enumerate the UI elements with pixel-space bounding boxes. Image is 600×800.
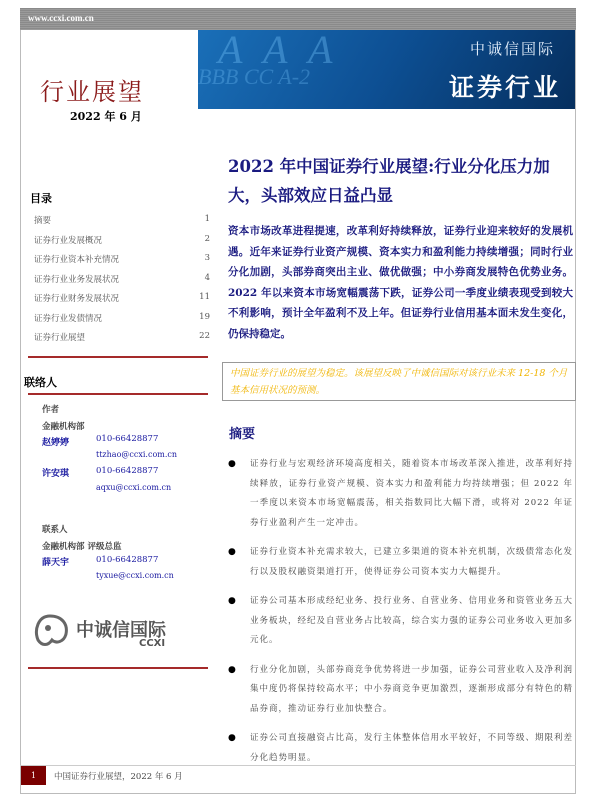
toc-item-page: 22 xyxy=(199,331,210,341)
abstract: 资本市场改革进程提速，改革利好持续释放，证券行业迎来较好的发展机遇。近年来证券行业资产规模、资本实力和盈利能力持续增强；同时行业分化加剧，头部券商突出主业、做优做强；中小券商发展特色优势业务。2022 年以来资本市场宽幅震荡下跌，证券公司一季度业绩表现受到较大不利影响，预计全年盈利不及上年。但证券行业信用基本面未发生变化，仍保持稳定。 xyxy=(228,225,573,340)
bullet-text: 证券公司直接融资占比高，发行主体整体信用水平较好，不同等级、期限利差分化趋势明显。 xyxy=(250,733,574,763)
contact-email[interactable]: tyxue@ccxi.com.cn xyxy=(96,571,174,580)
logo-cn: 中诚信国际 xyxy=(76,620,166,641)
banner-decoration: A A A xyxy=(218,30,339,72)
summary-bullets xyxy=(228,455,573,778)
page-number: 1 xyxy=(21,766,46,785)
bullet-text: 证券行业资本补充需求较大，已建立多渠道的资本补充机制，次级债常态化发行以及股权融资渠道打开，使得证券公司资本实力大幅提升。 xyxy=(250,547,574,577)
bullet-icon: ● xyxy=(228,733,236,743)
author-label: 作者 xyxy=(42,405,60,415)
toc-item-label: 摘要 xyxy=(34,216,52,226)
toc-item[interactable] xyxy=(30,331,210,351)
author-name: 许安琪 xyxy=(42,469,70,479)
bullet-icon: ● xyxy=(228,664,236,675)
toc-title: 目录 xyxy=(30,192,52,205)
report-date: 2022 年 6 月 xyxy=(70,110,142,123)
bullet-icon: ● xyxy=(228,459,236,469)
banner xyxy=(198,30,575,109)
toc-item-label: 证券行业展望 xyxy=(34,333,86,343)
toc-item-page: 1 xyxy=(204,214,210,224)
summary-bullet xyxy=(228,592,573,651)
banner-decoration: BBB CC A-2 xyxy=(198,64,311,89)
summary-title: 摘要 xyxy=(229,427,256,442)
elephant-icon xyxy=(32,610,72,650)
bullet-text: 行业分化加剧，头部券商竞争优势将进一步加强，证券公司营业收入及净利润集中度仍将保持较高水平；中小券商竞争更加激烈，逐渐形成部分有特色的精品券商，推动证券行业加快整合。 xyxy=(250,664,574,714)
author-phone: 010-66428877 xyxy=(96,434,159,444)
summary-bullet xyxy=(228,543,573,582)
top-bar xyxy=(20,8,576,30)
toc-item-label: 证券行业发展概况 xyxy=(34,235,103,246)
divider xyxy=(28,667,208,669)
outlook-box: 中国证券行业的展望为稳定。该展望反映了中诚信国际对该行业未来 12-18 个月基本信用状况的预测。 xyxy=(222,362,576,401)
toc-item[interactable] xyxy=(30,234,210,254)
banner-industry: 证券行业 xyxy=(448,73,561,102)
author-phone: 010-66428877 xyxy=(96,466,159,476)
toc-item-label: 证券行业资本补充情况 xyxy=(34,255,120,265)
toc-item-page: 4 xyxy=(204,272,210,283)
toc-item[interactable] xyxy=(30,273,210,293)
summary-bullet xyxy=(228,661,573,720)
footer-line xyxy=(20,765,576,766)
ccxi-logo xyxy=(32,610,172,654)
contacts-title: 联络人 xyxy=(24,376,57,389)
logo-en: CCXI xyxy=(139,638,166,649)
toc-item-label: 证券行业业务发展状况 xyxy=(34,274,120,285)
website-url[interactable]: www.ccxi.com.cn xyxy=(28,13,94,23)
divider xyxy=(28,356,208,358)
toc-item-label: 证券行业发债情况 xyxy=(34,313,103,324)
toc-item[interactable] xyxy=(30,253,210,273)
bullet-text: 证券公司基本形成经纪业务、投行业务、自营业务、信用业务和资管业务五大业务板块，经纪及自营业务占比较高，综合实力强的证券公司业务收入更加多元化。 xyxy=(250,596,574,645)
summary-bullet xyxy=(228,729,573,768)
divider xyxy=(28,393,208,395)
toc-item-page: 3 xyxy=(204,253,210,263)
toc-item[interactable] xyxy=(30,214,210,234)
author-email[interactable]: ttzhao@ccxi.com.cn xyxy=(96,450,178,459)
author-dept: 金融机构部 xyxy=(42,422,85,432)
toc-item-page: 2 xyxy=(204,233,210,244)
footer-text: 中国证券行业展望，2022 年 6 月 xyxy=(54,772,183,782)
bullet-text: 证券行业与宏观经济环境高度相关，随着资本市场改革深入推进，改革利好持续释放，证券行业资产规模、资本实力和盈利能力均持续增强；但 2022 年一季度以来资本市场宽幅震荡，相关指数同比大幅下滑，或将对 2022 年证券行业盈利产生一定冲击。 xyxy=(250,459,574,528)
toc-item-label: 证券行业财务发展状况 xyxy=(34,294,120,304)
bullet-icon: ● xyxy=(228,596,236,606)
report-type: 行业展望 xyxy=(40,78,144,106)
author-email[interactable]: aqxu@ccxi.com.cn xyxy=(96,483,172,492)
summary-bullet xyxy=(228,455,573,533)
report-title: 2022 年中国证券行业展望:行业分化压力加大，头部效应日益凸显 xyxy=(228,157,550,205)
contact-dept: 金融机构部 评级总监 xyxy=(42,542,122,552)
contact-phone: 010-66428877 xyxy=(96,555,159,565)
table-of-contents xyxy=(30,190,210,351)
contact-name: 薛天宇 xyxy=(42,558,70,568)
toc-item[interactable] xyxy=(30,312,210,332)
author-name: 赵婷婷 xyxy=(42,438,70,448)
contact-label: 联系人 xyxy=(42,525,68,535)
toc-item-page: 11 xyxy=(199,292,210,302)
banner-company: 中诚信国际 xyxy=(469,40,555,58)
toc-item[interactable] xyxy=(30,292,210,312)
toc-item-page: 19 xyxy=(199,311,210,322)
bullet-icon: ● xyxy=(228,547,236,557)
